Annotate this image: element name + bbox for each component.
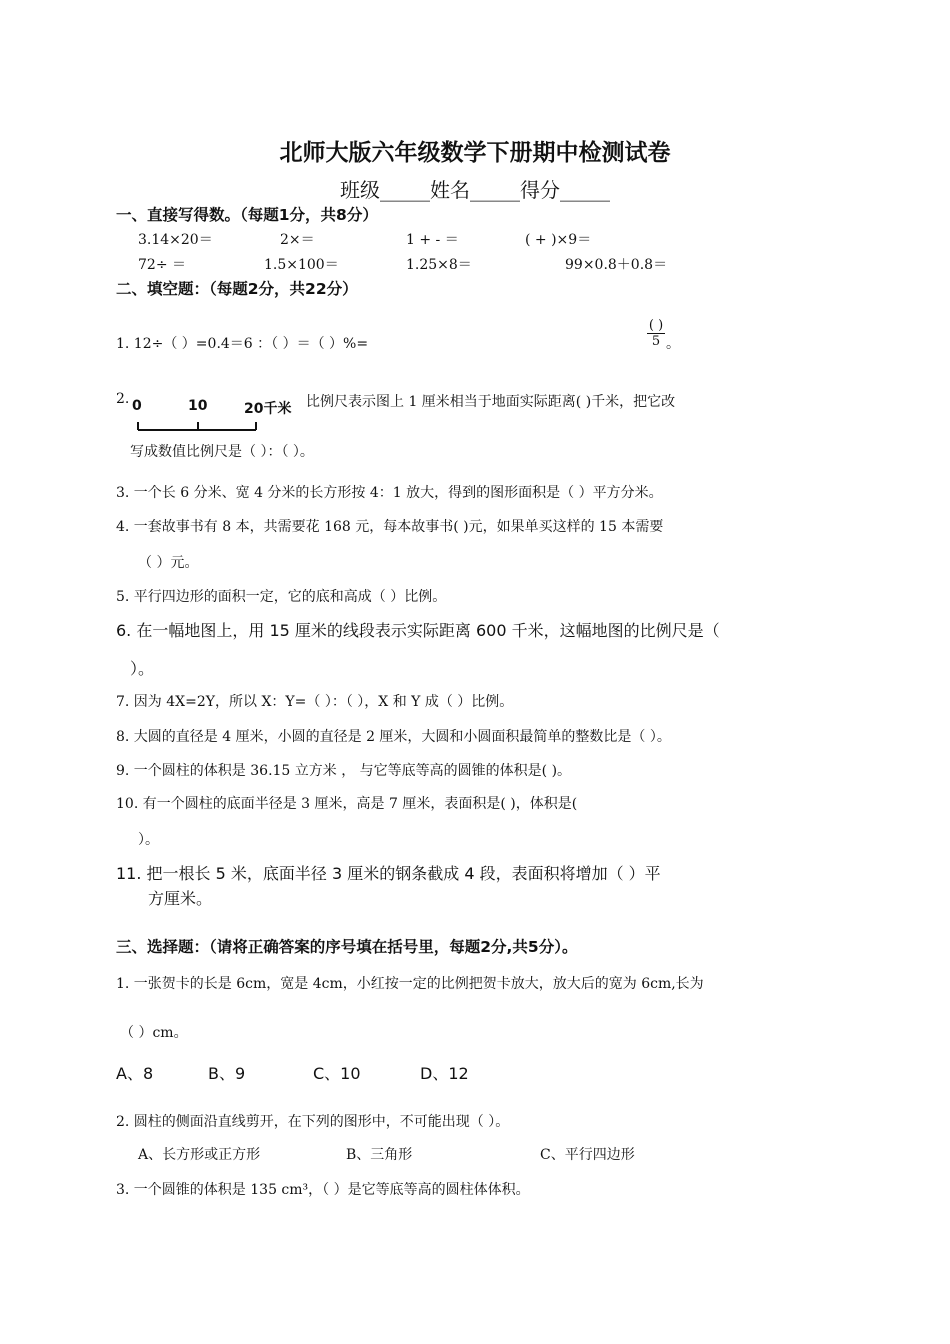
scale-label-10: 10 [188, 398, 208, 414]
fill-question-4-line2: （ ）元。 [138, 555, 199, 571]
choice-option: A、8 [116, 1064, 154, 1083]
choice-question-1-line2: （ ）cm。 [120, 1025, 188, 1041]
fill-question-1-end: 。 [666, 336, 680, 352]
fill-question-11-line2: 方厘米。 [148, 889, 213, 908]
section3-heading: 三、选择题：（请将正确答案的序号填在括号里，每题2分,共5分）。 [116, 938, 578, 956]
fill-question-2-line1: 比例尺表示图上 1 厘米相当于地面实际距离( )千米，把它改 [306, 394, 676, 410]
page-title: 北师大版六年级数学下册期中检测试卷 [279, 140, 671, 166]
fill-question-6-line1: 6. 在一幅地图上，用 15 厘米的线段表示实际距离 600 千米，这幅地图的比例尺是（ [116, 621, 720, 640]
fill-question-10-line1: 10. 有一个圆柱的底面半径是 3 厘米，高是 7 厘米，表面积是( )，体积是( [116, 796, 578, 812]
fraction-denominator: 5 [647, 333, 665, 349]
calc-item: 1 + - ＝ [406, 232, 459, 248]
fill-question-11-line1: 11. 把一根长 5 米，底面半径 3 厘米的钢条截成 4 段，表面积将增加（ ）平 [116, 864, 661, 883]
calc-item: ( + )×9＝ [525, 232, 592, 248]
fraction-numerator: ( ) [648, 318, 664, 333]
choice-question-3: 3. 一个圆锥的体积是 135 cm³，（ ）是它等底等高的圆柱体体积。 [116, 1182, 530, 1198]
calc-item: 72÷ ＝ [138, 257, 186, 273]
choice-option: C、平行四边形 [540, 1147, 635, 1163]
fill-question-1: 1. 12÷（ ）=0.4＝6 ：（ ）＝（ ）%= [116, 336, 369, 352]
choice-option: B、9 [208, 1064, 246, 1083]
fill-question-10-line2: ）。 [138, 832, 159, 848]
section2-heading: 二、填空题：（每题2分，共22分） [116, 280, 358, 298]
fraction [647, 318, 665, 349]
fill-question-9: 9. 一个圆柱的体积是 36.15 立方米 ， 与它等底等高的圆锥的体积是( )。 [116, 763, 572, 779]
scale-bar [130, 418, 260, 432]
calc-item: 99×0.8＋0.8＝ [565, 257, 668, 273]
fill-question-7: 7. 因为 4X=2Y，所以 X：Y=（ ）：（ ），X 和 Y 成（ ）比例。 [116, 694, 514, 710]
scale-label-20: 20千米 [244, 401, 292, 417]
fill-question-2-number: 2. [116, 391, 130, 407]
scale-label-0: 0 [132, 398, 142, 414]
fill-question-5: 5. 平行四边形的面积一定，它的底和高成（ ）比例。 [116, 589, 447, 605]
calc-item: 2×＝ [280, 232, 315, 248]
fill-question-2-line2: 写成数值比例尺是（ ）：（ ）。 [130, 444, 314, 460]
choice-question-2: 2. 圆柱的侧面沿直线剪开，在下列的图形中，不可能出现（ ）。 [116, 1114, 510, 1130]
choice-option: A、长方形或正方形 [138, 1147, 261, 1163]
fill-question-4-line1: 4. 一套故事书有 8 本，共需要花 168 元，每本故事书( )元，如果单买这样的 15 本需要 [116, 519, 664, 535]
calc-item: 1.25×8＝ [406, 257, 472, 273]
calc-item: 3.14×20＝ [138, 232, 213, 248]
fill-question-6-line2: ）。 [130, 659, 155, 678]
choice-option: C、10 [313, 1064, 361, 1083]
calc-item: 1.5×100＝ [264, 257, 339, 273]
choice-question-1-line1: 1. 一张贺卡的长是 6cm，宽是 4cm，小红按一定的比例把贺卡放大，放大后的宽为 6cm,长为 [116, 976, 704, 992]
fill-question-3: 3. 一个长 6 分米、宽 4 分米的长方形按 4：1 放大，得到的图形面积是（ ）平方分米。 [116, 485, 663, 501]
choice-option: D、12 [420, 1064, 469, 1083]
student-info-line: 班级_____姓名_____得分_____ [340, 178, 610, 202]
choice-option: B、三角形 [346, 1147, 413, 1163]
section1-heading: 一、直接写得数。（每题1分，共8分） [116, 206, 378, 224]
fill-question-8: 8. 大圆的直径是 4 厘米，小圆的直径是 2 厘米，大圆和小圆面积最简单的整数比是（ ）。 [116, 729, 671, 745]
